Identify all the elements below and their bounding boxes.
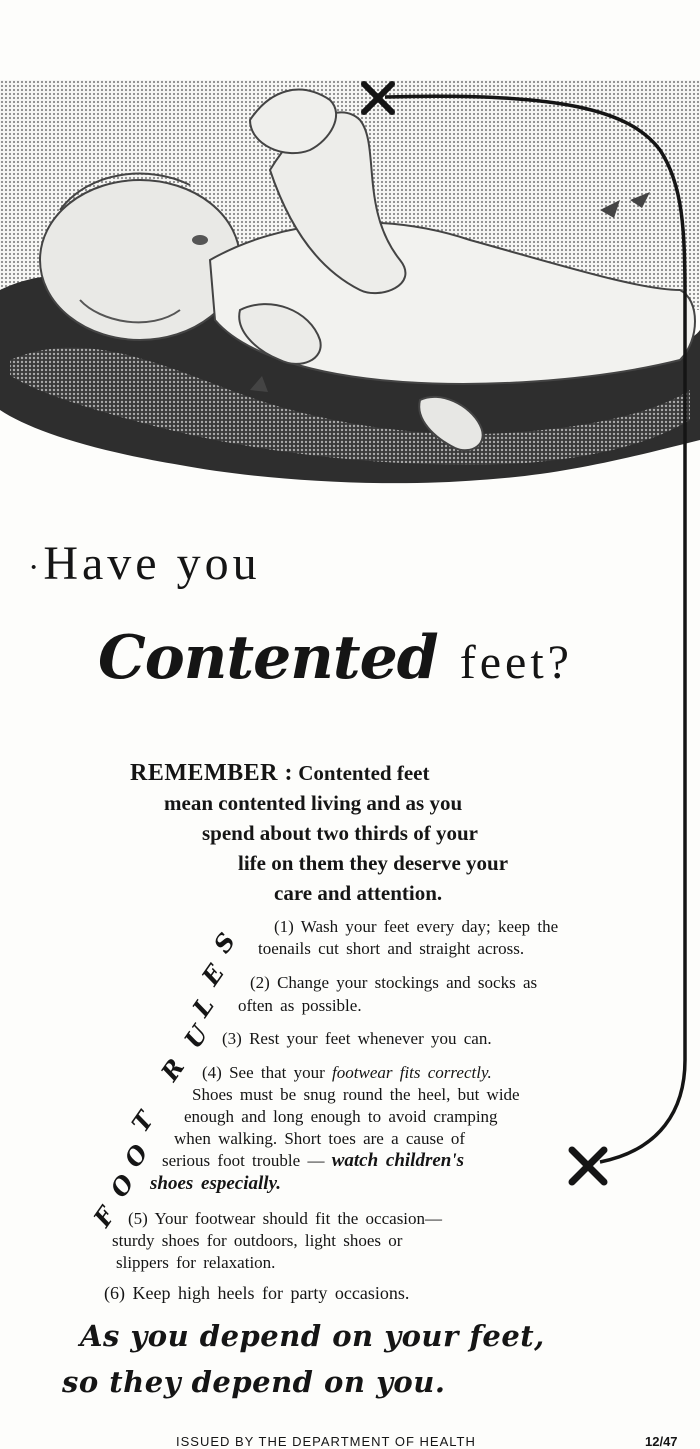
remember-lead: REMEMBER :	[130, 760, 293, 786]
rule-5-line-3: slippers for relaxation.	[116, 1253, 276, 1272]
remember-line-3: spend about two thirds of your	[202, 821, 478, 845]
remember-line-4: life on them they deserve your	[238, 851, 509, 875]
remember-line-5: care and attention.	[274, 881, 443, 905]
cross-mark-icon	[572, 1150, 604, 1182]
headline-line-1: ·Have you	[28, 537, 261, 590]
rule-4-line-4: when walking. Short toes are a cause of	[174, 1129, 466, 1148]
rule-2-line-2: often as possible.	[238, 996, 362, 1015]
rule-4-line-2: Shoes must be snug round the heel, but wide	[192, 1085, 520, 1104]
rule-5-line-2: sturdy shoes for outdoors, light shoes or	[112, 1231, 403, 1250]
rule-4-line-1: (4) See that your footwear fits correctly.	[202, 1063, 492, 1082]
rule-3: (3) Rest your feet whenever you can.	[222, 1029, 492, 1048]
baby-photo	[0, 60, 700, 500]
closing-line-2: so they depend on you.	[62, 1365, 446, 1399]
rule-1-line-1: (1) Wash your feet every day; keep the	[274, 917, 559, 936]
rule-4-line-6: shoes especially.	[150, 1173, 282, 1194]
rule-4-line-3: enough and long enough to avoid cramping	[184, 1107, 498, 1126]
issuer-footer: ISSUED BY THE DEPARTMENT OF HEALTH	[176, 1434, 476, 1449]
rule-1-line-2: toenails cut short and straight across.	[258, 939, 525, 958]
contented-word: Contented	[98, 623, 438, 693]
rule-4-line-5: serious foot trouble — watch children's	[162, 1150, 465, 1171]
rule-5-line-1: (5) Your footwear should fit the occasion—	[128, 1209, 443, 1228]
print-code: 12/47	[645, 1434, 678, 1449]
feet-word: feet?	[459, 636, 573, 689]
remember-line-2: mean contented living and as you	[164, 791, 463, 815]
remember-line-1: REMEMBER : Contented feet	[130, 760, 430, 786]
rule-2-line-1: (2) Change your stockings and socks as	[250, 973, 538, 992]
rule-6: (6) Keep high heels for party occasions.	[104, 1283, 410, 1303]
headline-line-2	[98, 623, 573, 693]
closing-line-1: As you depend on your feet,	[80, 1319, 545, 1353]
